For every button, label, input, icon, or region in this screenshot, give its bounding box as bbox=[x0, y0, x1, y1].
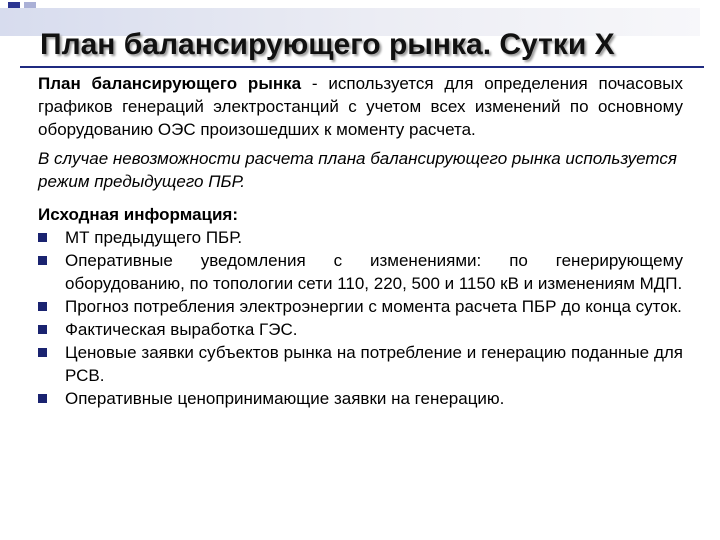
list-item bbox=[38, 226, 683, 249]
list-item bbox=[38, 318, 683, 341]
source-heading: Исходная информация: bbox=[38, 205, 238, 224]
list-item bbox=[38, 387, 683, 410]
bullet-square-icon bbox=[38, 348, 47, 357]
intro-lead: План балансирующего рынка bbox=[38, 74, 302, 93]
intro-text: - используется для определения почасовых графиков генераций электростанций с учетом всех изменений по основному оборудованию ОЭС произошедших к моменту расчета. bbox=[38, 74, 684, 139]
slide-body bbox=[38, 72, 683, 410]
bullet-square-icon bbox=[38, 325, 47, 334]
bullet-square-icon bbox=[38, 256, 47, 265]
list-item-text: Оперативные ценопринимающие заявки на генерацию. bbox=[65, 389, 505, 408]
list-item bbox=[38, 249, 683, 295]
slide-title: План балансирующего рынка. Сутки X bbox=[40, 28, 615, 61]
title-rule bbox=[20, 66, 704, 68]
bullet-square-icon bbox=[38, 394, 47, 403]
list-item-text: Ценовые заявки субъектов рынка на потребление и генерацию поданные для РСВ. bbox=[65, 343, 683, 385]
list-item bbox=[38, 341, 683, 387]
list-item-text: Оперативные уведомления с изменениями: по генерирующему оборудованию, по топологии сети 110, 220, 500 и 1150 кВ и изменениям МДП. bbox=[65, 251, 683, 293]
fallback-note: В случае невозможности расчета плана балансирующего рынка используется режим предыдущего ПБР. bbox=[38, 149, 677, 191]
list-item bbox=[38, 295, 683, 318]
list-item-text: МТ предыдущего ПБР. bbox=[65, 228, 243, 247]
list-item-text: Фактическая выработка ГЭС. bbox=[65, 320, 298, 339]
bullet-square-icon bbox=[38, 233, 47, 242]
source-list bbox=[38, 226, 683, 410]
list-item-text: Прогноз потребления электроэнергии с момента расчета ПБР до конца суток. bbox=[65, 297, 682, 316]
bullet-square-icon bbox=[38, 302, 47, 311]
intro-paragraph bbox=[38, 72, 683, 141]
